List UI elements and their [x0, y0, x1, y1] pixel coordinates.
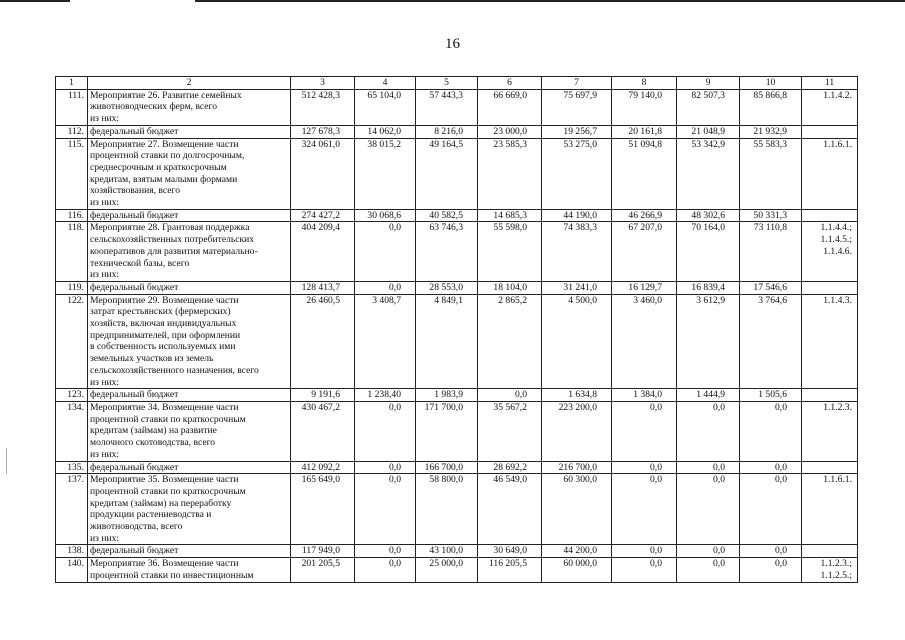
amount-cell: 50 331,3 — [740, 209, 802, 222]
activity-name: федеральный бюджет — [88, 209, 291, 222]
amount-cell: 17 546,6 — [740, 281, 802, 294]
amount-cell: 82 507,3 — [677, 89, 740, 125]
row-number: 115. — [56, 138, 88, 209]
page-number: 16 — [445, 36, 460, 52]
amount-cell: 23 000,0 — [478, 125, 542, 138]
row-number: 135. — [56, 461, 88, 474]
activity-name: Мероприятие 28. Грантовая поддержка сельскохозяйственных потребительских кооперативов для развития материально- технической базы, всего из них: — [88, 222, 291, 282]
amount-cell: 201 205,5 — [291, 558, 355, 582]
amount-cell: 67 207,0 — [612, 222, 677, 282]
top-border-line — [195, 0, 905, 2]
indicator-code — [802, 281, 858, 294]
amount-cell: 2 865,2 — [478, 294, 542, 389]
amount-cell: 0,0 — [740, 545, 802, 558]
amount-cell: 0,0 — [355, 401, 416, 461]
amount-cell: 25 000,0 — [416, 558, 478, 582]
activity-name: Мероприятие 36. Возмещение части процентной ставки по инвестиционным — [88, 558, 291, 582]
row-number: 140. — [56, 558, 88, 582]
amount-cell: 55 598,0 — [478, 222, 542, 282]
amount-cell: 274 427,2 — [291, 209, 355, 222]
table-row — [56, 461, 858, 474]
amount-cell: 1 983,9 — [416, 389, 478, 402]
top-border-line — [0, 0, 70, 2]
amount-cell: 116 205,5 — [478, 558, 542, 582]
amount-cell: 23 585,3 — [478, 138, 542, 209]
amount-cell: 0,0 — [677, 461, 740, 474]
activity-name: федеральный бюджет — [88, 281, 291, 294]
amount-cell: 0,0 — [612, 401, 677, 461]
table-row — [56, 294, 858, 389]
amount-cell: 0,0 — [355, 545, 416, 558]
column-header: 4 — [355, 77, 416, 90]
amount-cell: 57 443,3 — [416, 89, 478, 125]
table-row — [56, 558, 858, 582]
amount-cell: 0,0 — [355, 474, 416, 545]
indicator-code — [802, 209, 858, 222]
amount-cell: 3 408,7 — [355, 294, 416, 389]
amount-cell: 16 129,7 — [612, 281, 677, 294]
activity-name: федеральный бюджет — [88, 125, 291, 138]
amount-cell: 0,0 — [612, 558, 677, 582]
amount-cell: 38 015,2 — [355, 138, 416, 209]
amount-cell: 0,0 — [478, 389, 542, 402]
row-number: 119. — [56, 281, 88, 294]
amount-cell: 26 460,5 — [291, 294, 355, 389]
amount-cell: 430 467,2 — [291, 401, 355, 461]
amount-cell: 127 678,3 — [291, 125, 355, 138]
amount-cell: 74 383,3 — [542, 222, 612, 282]
amount-cell: 8 216,0 — [416, 125, 478, 138]
amount-cell: 60 000,0 — [542, 558, 612, 582]
amount-cell: 46 549,0 — [478, 474, 542, 545]
table-row — [56, 545, 858, 558]
column-header: 1 — [56, 77, 88, 90]
column-header: 10 — [740, 77, 802, 90]
table-row — [56, 281, 858, 294]
indicator-code: 1.1.2.3.; 1.1.2.5.; — [802, 558, 858, 582]
amount-cell: 19 256,7 — [542, 125, 612, 138]
amount-cell: 46 266,9 — [612, 209, 677, 222]
budget-table — [55, 76, 858, 583]
amount-cell: 0,0 — [677, 474, 740, 545]
amount-cell: 3 612,9 — [677, 294, 740, 389]
table-row — [56, 474, 858, 545]
amount-cell: 70 164,0 — [677, 222, 740, 282]
table-row — [56, 138, 858, 209]
indicator-code — [802, 125, 858, 138]
amount-cell: 58 800,0 — [416, 474, 478, 545]
amount-cell: 4 849,1 — [416, 294, 478, 389]
amount-cell: 3 764,6 — [740, 294, 802, 389]
amount-cell: 1 384,0 — [612, 389, 677, 402]
column-header: 9 — [677, 77, 740, 90]
table-header-row — [56, 77, 858, 90]
amount-cell: 65 104,0 — [355, 89, 416, 125]
amount-cell: 165 649,0 — [291, 474, 355, 545]
amount-cell: 31 241,0 — [542, 281, 612, 294]
row-number: 134. — [56, 401, 88, 461]
amount-cell: 1 238,40 — [355, 389, 416, 402]
amount-cell: 21 932,9 — [740, 125, 802, 138]
amount-cell: 14 062,0 — [355, 125, 416, 138]
amount-cell: 117 949,0 — [291, 545, 355, 558]
amount-cell: 55 583,3 — [740, 138, 802, 209]
amount-cell: 166 700,0 — [416, 461, 478, 474]
amount-cell: 512 428,3 — [291, 89, 355, 125]
indicator-code — [802, 545, 858, 558]
amount-cell: 0,0 — [355, 461, 416, 474]
row-number: 111. — [56, 89, 88, 125]
amount-cell: 0,0 — [355, 558, 416, 582]
amount-cell: 66 669,0 — [478, 89, 542, 125]
amount-cell: 44 190,0 — [542, 209, 612, 222]
column-header: 3 — [291, 77, 355, 90]
amount-cell: 30 649,0 — [478, 545, 542, 558]
amount-cell: 404 209,4 — [291, 222, 355, 282]
amount-cell: 0,0 — [677, 545, 740, 558]
activity-name: Мероприятие 29. Возмещение части затрат крестьянских (фермерских) хозяйств, включая индивидуальных предпринимателей, при оформлении в собственность используемых ими земельных участков из земель сельскохозяйственного назначения, всего из них: — [88, 294, 291, 389]
column-header: 7 — [542, 77, 612, 90]
amount-cell: 0,0 — [677, 558, 740, 582]
amount-cell: 28 553,0 — [416, 281, 478, 294]
amount-cell: 53 275,0 — [542, 138, 612, 209]
amount-cell: 0,0 — [612, 461, 677, 474]
amount-cell: 30 068,6 — [355, 209, 416, 222]
amount-cell: 412 092,2 — [291, 461, 355, 474]
amount-cell: 48 302,6 — [677, 209, 740, 222]
amount-cell: 60 300,0 — [542, 474, 612, 545]
activity-name: федеральный бюджет — [88, 545, 291, 558]
row-number: 112. — [56, 125, 88, 138]
activity-name: Мероприятие 27. Возмещение части процентной ставки по долгосрочным, среднесрочным и краткосрочным кредитам, взятым малыми формами хозяйствования, всего из них: — [88, 138, 291, 209]
table-row — [56, 89, 858, 125]
column-header: 5 — [416, 77, 478, 90]
amount-cell: 73 110,8 — [740, 222, 802, 282]
indicator-code: 1.1.4.3. — [802, 294, 858, 389]
amount-cell: 4 500,0 — [542, 294, 612, 389]
amount-cell: 16 839,4 — [677, 281, 740, 294]
amount-cell: 14 685,3 — [478, 209, 542, 222]
table-row — [56, 209, 858, 222]
amount-cell: 9 191,6 — [291, 389, 355, 402]
activity-name: Мероприятие 34. Возмещение части процентной ставки по краткосрочным кредитам (займам) на развитие молочного скотоводства, всего из них: — [88, 401, 291, 461]
table-row — [56, 401, 858, 461]
amount-cell: 171 700,0 — [416, 401, 478, 461]
amount-cell: 0,0 — [612, 545, 677, 558]
amount-cell: 53 342,9 — [677, 138, 740, 209]
amount-cell: 63 746,3 — [416, 222, 478, 282]
amount-cell: 75 697,9 — [542, 89, 612, 125]
indicator-code — [802, 461, 858, 474]
amount-cell: 40 582,5 — [416, 209, 478, 222]
amount-cell: 21 048,9 — [677, 125, 740, 138]
amount-cell: 18 104,0 — [478, 281, 542, 294]
row-number: 138. — [56, 545, 88, 558]
amount-cell: 0,0 — [740, 558, 802, 582]
amount-cell: 0,0 — [740, 474, 802, 545]
activity-name: Мероприятие 35. Возмещение части процентной ставки по краткосрочным кредитам (займам) на переработку продукции растениеводства и животноводства, всего из них: — [88, 474, 291, 545]
amount-cell: 43 100,0 — [416, 545, 478, 558]
amount-cell: 51 094,8 — [612, 138, 677, 209]
indicator-code: 1.1.4.2. — [802, 89, 858, 125]
amount-cell: 1 505,6 — [740, 389, 802, 402]
row-number: 122. — [56, 294, 88, 389]
amount-cell: 1 634,8 — [542, 389, 612, 402]
table-row — [56, 389, 858, 402]
indicator-code — [802, 389, 858, 402]
indicator-code: 1.1.4.4.; 1.1.4.5.; 1.1.4.6. — [802, 222, 858, 282]
row-number: 116. — [56, 209, 88, 222]
indicator-code: 1.1.6.1. — [802, 474, 858, 545]
table-row — [56, 125, 858, 138]
amount-cell: 3 460,0 — [612, 294, 677, 389]
column-header: 11 — [802, 77, 858, 90]
amount-cell: 0,0 — [740, 461, 802, 474]
activity-name: федеральный бюджет — [88, 461, 291, 474]
indicator-code: 1.1.2.3. — [802, 401, 858, 461]
amount-cell: 79 140,0 — [612, 89, 677, 125]
amount-cell: 216 700,0 — [542, 461, 612, 474]
amount-cell: 0,0 — [355, 222, 416, 282]
amount-cell: 324 061,0 — [291, 138, 355, 209]
row-number: 118. — [56, 222, 88, 282]
column-header: 6 — [478, 77, 542, 90]
amount-cell: 49 164,5 — [416, 138, 478, 209]
row-number: 123. — [56, 389, 88, 402]
amount-cell: 1 444,9 — [677, 389, 740, 402]
amount-cell: 44 200,0 — [542, 545, 612, 558]
activity-name: Мероприятие 26. Развитие семейных животноводческих ферм, всего из них: — [88, 89, 291, 125]
amount-cell: 0,0 — [612, 474, 677, 545]
column-header: 2 — [88, 77, 291, 90]
amount-cell: 0,0 — [740, 401, 802, 461]
table-row — [56, 222, 858, 282]
amount-cell: 128 413,7 — [291, 281, 355, 294]
row-number: 137. — [56, 474, 88, 545]
amount-cell: 20 161,8 — [612, 125, 677, 138]
amount-cell: 0,0 — [677, 401, 740, 461]
amount-cell: 85 866,8 — [740, 89, 802, 125]
column-header: 8 — [612, 77, 677, 90]
scan-edge-mark — [6, 448, 7, 474]
amount-cell: 35 567,2 — [478, 401, 542, 461]
amount-cell: 28 692,2 — [478, 461, 542, 474]
activity-name: федеральный бюджет — [88, 389, 291, 402]
amount-cell: 0,0 — [355, 281, 416, 294]
indicator-code: 1.1.6.1. — [802, 138, 858, 209]
amount-cell: 223 200,0 — [542, 401, 612, 461]
